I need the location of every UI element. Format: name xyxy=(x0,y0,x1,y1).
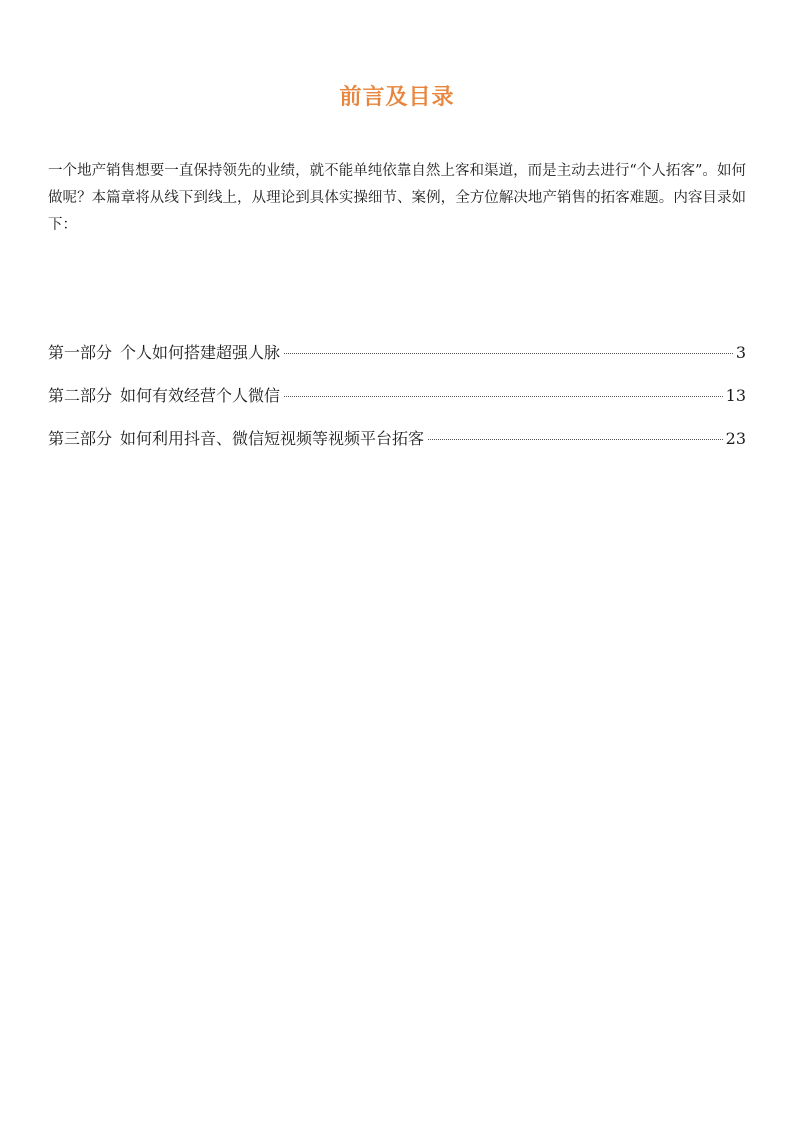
toc-part-label: 第一部分 xyxy=(48,343,113,362)
table-of-contents xyxy=(48,342,746,471)
toc-entry-title: 如何利用抖音、微信短视频等视频平台拓客 xyxy=(120,429,425,448)
toc-entry-1[interactable] xyxy=(48,342,746,364)
toc-page-number: 23 xyxy=(725,429,746,448)
toc-part-label: 第二部分 xyxy=(48,386,113,405)
page-title: 前言及目录 xyxy=(339,85,455,110)
toc-entry-title: 如何有效经营个人微信 xyxy=(120,386,281,405)
toc-page-number: 13 xyxy=(725,386,746,405)
toc-dot-leader xyxy=(284,353,733,354)
toc-entry-3[interactable] xyxy=(48,428,746,450)
toc-dot-leader xyxy=(428,439,723,440)
intro-paragraph: 一个地产销售想要一直保持领先的业绩，就不能单纯依靠自然上客和渠道，而是主动去进行“个人拓客”。如何做呢？本篇章将从线下到线上，从理论到具体实操细节、案例，全方位解决地产销售的拓客难题。内容目录如下： xyxy=(48,163,746,233)
toc-entry-2[interactable] xyxy=(48,385,746,407)
toc-part-label: 第三部分 xyxy=(48,429,113,448)
toc-dot-leader xyxy=(284,396,723,397)
toc-page-number: 3 xyxy=(735,343,746,362)
toc-entry-title: 个人如何搭建超强人脉 xyxy=(120,343,281,362)
